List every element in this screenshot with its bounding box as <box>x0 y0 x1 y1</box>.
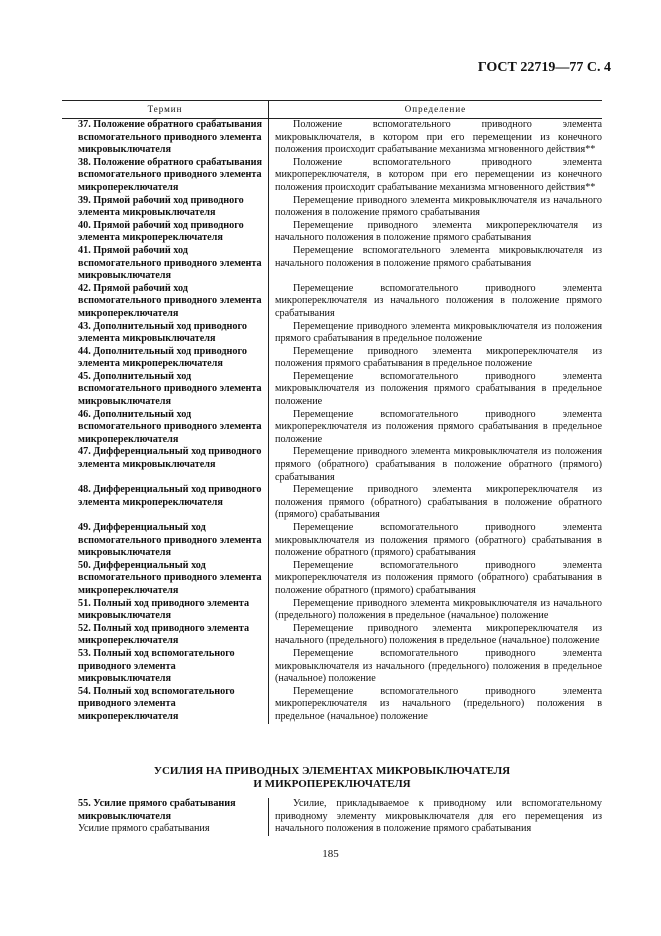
definition-cell <box>268 648 602 686</box>
term-cell: 53. Полный ход вспомогательного приводного элемента микровыключателя <box>78 647 235 685</box>
page-number: 185 <box>322 848 339 860</box>
definition-cell <box>268 686 602 724</box>
table-body <box>62 119 602 724</box>
table-row <box>62 598 602 623</box>
table-row <box>62 522 602 560</box>
table-row <box>62 321 602 346</box>
term-cell: 42. Прямой рабочий ход вспомогательного приводного элемента микропереключателя <box>78 282 262 319</box>
term-cell: 43. Дополнительный ход приводного элемента микровыключателя <box>78 320 247 345</box>
term-cell: 50. Дифференциальный ход вспомогательного приводного элемента микропереключателя <box>78 559 262 596</box>
definition-cell <box>268 446 602 484</box>
definition-cell <box>268 119 602 157</box>
term-cell <box>62 798 268 836</box>
term-cell: 52. Полный ход приводного элемента микропереключателя <box>78 622 250 647</box>
definition-text: Перемещение вспомогательного элемента микровыключателя из начального положения в положение прямого срабатывания <box>275 244 602 269</box>
table-header <box>62 100 602 119</box>
definition-text: Перемещение вспомогательного приводного элемента микропереключателя из положения прямого (обратного) срабатывания в положение обратного (прямого) срабатывания <box>275 559 602 596</box>
table-row <box>62 446 602 484</box>
table-row <box>62 371 602 409</box>
definition-text: Перемещение приводного элемента микровыключателя из начального положения в положение прямого срабатывания <box>275 194 602 219</box>
term-cell: 46. Дополнительный ход вспомогательного приводного элемента микропереключателя <box>78 408 262 445</box>
definition-text: Положение вспомогательного приводного элемента микропереключателя, в котором при его перемещении из конечного положения происходит срабатывание механизма мгновенного действия** <box>275 156 602 193</box>
table-row <box>62 220 602 245</box>
term-cell: 38. Положение обратного срабатывания вспомогательного приводного элемента микропереключателя <box>78 156 262 193</box>
definition-text: Перемещение вспомогательного приводного элемента микровыключателя из положения прямого срабатывания в предельное положение <box>275 370 602 408</box>
definition-text: Перемещение приводного элемента микровыключателя из положения прямого срабатывания в предельное положение <box>275 320 602 345</box>
table-row <box>62 409 602 447</box>
definition-cell <box>268 321 602 346</box>
definition-cell <box>268 522 602 560</box>
definition-text: Перемещение вспомогательного приводного элемента микропереключателя из положения прямого срабатывания в предельное положение <box>275 408 602 445</box>
table-row <box>62 560 602 598</box>
section-title-line2: И МИКРОПЕРЕКЛЮЧАТЕЛЯ <box>253 778 411 790</box>
definition-text: Перемещение вспомогательного приводного элемента микровыключателя из начального (предельного) положения в предельное (начальное) положение <box>275 647 602 685</box>
column-header-definition: Определение <box>404 104 467 114</box>
definition-cell <box>268 598 602 623</box>
definition-cell <box>268 220 602 245</box>
definition-cell <box>268 245 602 283</box>
term-text: 55. Усилие прямого срабатывания микровыключателя <box>78 798 236 822</box>
section-title-line1: УСИЛИЯ НА ПРИВОДНЫХ ЭЛЕМЕНТАХ МИКРОВЫКЛЮЧАТЕЛЯ <box>153 765 511 777</box>
definition-cell <box>268 409 602 447</box>
definition-text: Перемещение приводного элемента микропереключателя из положения прямого (обратного) срабатывания в положение обратного (прямого) срабатывания <box>275 484 602 521</box>
term-cell: 37. Положение обратного срабатывания вспомогательного приводного элемента микровыключателя <box>78 119 262 156</box>
terms-table <box>62 100 602 724</box>
term-cell: 40. Прямой рабочий ход приводного элемента микропереключателя <box>78 219 244 244</box>
document-code: ГОСТ 22719—77 С. 4 <box>477 60 611 75</box>
table-row <box>62 157 602 195</box>
term-cell: 47. Дифференциальный ход приводного элемента микровыключателя <box>78 446 262 471</box>
term-cell: 44. Дополнительный ход приводного элемента микропереключателя <box>78 345 247 370</box>
definition-cell <box>268 346 602 371</box>
table-row <box>62 648 602 686</box>
definition-text: Перемещение вспомогательного приводного элемента микропереключателя из начального (предельного) положения в предельное (начальное) положение <box>275 685 602 722</box>
section-title <box>62 765 602 791</box>
table-row <box>62 283 602 321</box>
definition-cell <box>268 371 602 409</box>
definition-cell <box>268 623 602 648</box>
definition-cell <box>268 195 602 220</box>
column-header-term: Термин <box>62 101 269 118</box>
table-row <box>62 119 602 157</box>
table-row <box>62 686 602 724</box>
definition-cell <box>268 283 602 321</box>
table-row <box>62 484 602 522</box>
table-row <box>62 195 602 220</box>
term-cell: 51. Полный ход приводного элемента микровыключателя <box>78 597 250 622</box>
table-row-55 <box>62 798 602 836</box>
table-row <box>62 346 602 371</box>
term-cell: 49. Дифференциальный ход вспомогательного приводного элемента микровыключателя <box>78 522 262 559</box>
definition-text: Перемещение приводного элемента микропереключателя из начального (предельного) положения в предельное (начальное) положение <box>275 622 602 647</box>
definition-text: Усилие, прикладываемое к приводному или вспомогательному приводному элементу микровыключателя для его перемещения из начального положения в положение прямого срабатывания <box>275 798 602 835</box>
term-cell: 41. Прямой рабочий ход вспомогательного приводного элемента микровыключателя <box>78 244 262 282</box>
definition-text: Перемещение вспомогательного приводного элемента микровыключателя из положения прямого (обратного) срабатывания в положение обратного (прямого) срабатывания <box>275 522 602 559</box>
definition-cell <box>268 157 602 195</box>
table-row <box>62 245 602 283</box>
definition-text: Перемещение приводного элемента микропереключателя из положения прямого срабатывания в предельное положение <box>275 345 602 370</box>
definition-text: Перемещение вспомогательного приводного элемента микропереключателя из начального положения в положение прямого срабатывания <box>275 282 602 319</box>
definition-cell <box>268 484 602 522</box>
definition-text: Перемещение приводного элемента микропереключателя из начального положения в положение прямого срабатывания <box>275 219 602 244</box>
definition-text: Перемещение приводного элемента микровыключателя из положения прямого (обратного) срабатывания в положение обратного (прямого) срабатывания <box>275 446 602 483</box>
term-synonym: Усилие прямого срабатывания <box>78 823 210 835</box>
definition-cell <box>268 798 602 836</box>
term-cell: 39. Прямой рабочий ход приводного элемента микровыключателя <box>78 194 244 219</box>
table-row <box>62 623 602 648</box>
definition-cell <box>268 560 602 598</box>
definition-text: Перемещение приводного элемента микровыключателя из начального (предельного) положения в предельное (начальное) положение <box>275 597 602 622</box>
definition-text: Положение вспомогательного приводного элемента микровыключателя, в котором при его перемещении из конечного положения происходит срабатывание механизма мгновенного действия** <box>275 119 602 156</box>
term-cell: 48. Дифференциальный ход приводного элемента микропереключателя <box>78 484 262 508</box>
term-cell: 54. Полный ход вспомогательного приводного элемента микропереключателя <box>78 685 235 722</box>
term-cell: 45. Дополнительный ход вспомогательного приводного элемента микровыключателя <box>78 370 262 408</box>
